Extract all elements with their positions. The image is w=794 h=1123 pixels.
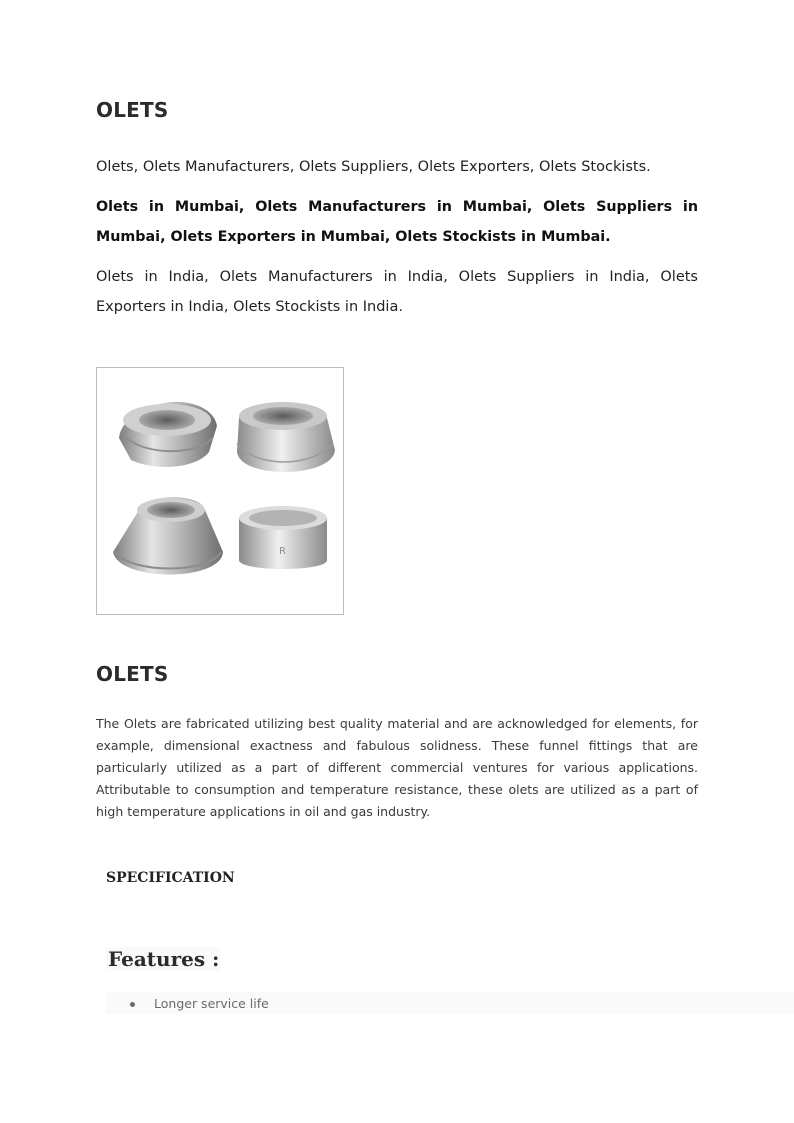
mumbai-line: Olets in Mumbai, Olets Manufacturers in Mumbai, Olets Suppliers in Mumbai, Olets Exporters in Mumbai, Olets Stockists in Mumbai. [96, 199, 698, 245]
threadolet-fitting [237, 402, 335, 472]
bullet-icon [130, 1002, 135, 1007]
intro-line: Olets, Olets Manufacturers, Olets Suppliers, Olets Exporters, Olets Stockists. [96, 159, 651, 175]
weldolet-fitting [119, 402, 217, 467]
olet-fittings-icon [97, 368, 343, 614]
section-title: OLETS [96, 662, 169, 686]
product-image [96, 367, 344, 615]
list-item [130, 994, 269, 1014]
sockolet-fitting [113, 497, 223, 574]
features-list [130, 994, 269, 1014]
features-heading: Features : [108, 947, 220, 971]
fitting-stamp: R [279, 546, 286, 557]
nipolet-fitting [239, 506, 327, 569]
india-line: Olets in India, Olets Manufacturers in India, Olets Suppliers in India, Olets Exporters in India, Olets Stockists in India. [96, 269, 698, 315]
description-paragraph: The Olets are fabricated utilizing best quality material and are acknowledged for elements, for example, dimensional exactness and fabulous solidness. These funnel fittings that are particularly utilized as a part of different commercial ventures for various applications. Attributable to consumption and temperature resistance, these olets are utilized as a part of high temperature applications in oil and gas industry. [96, 716, 698, 819]
page-title: OLETS [96, 98, 169, 122]
feature-text: Longer service life [154, 996, 269, 1011]
specification-heading: SPECIFICATION [106, 870, 235, 886]
